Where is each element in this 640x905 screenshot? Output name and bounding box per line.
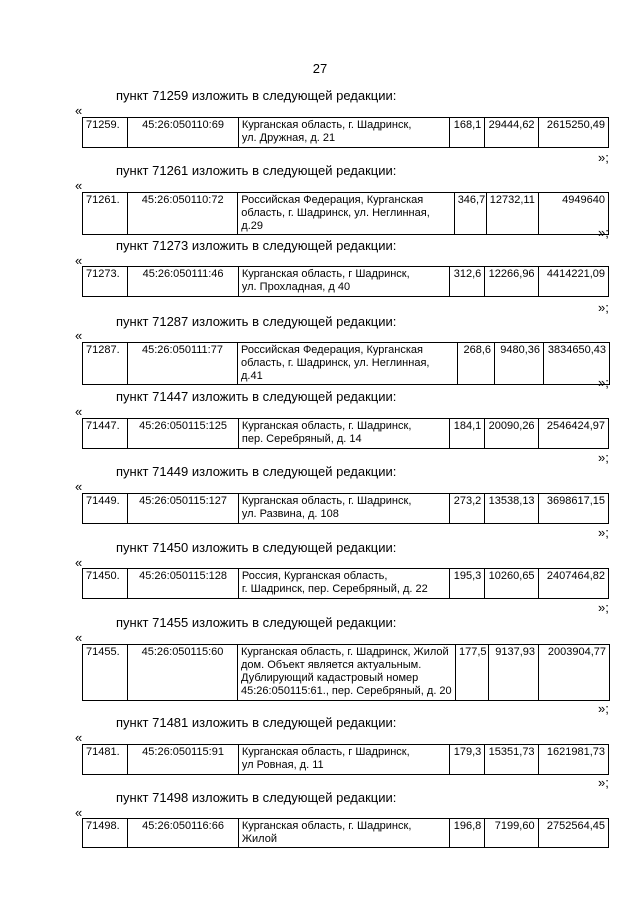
quote-open: « (75, 630, 83, 645)
record-table (82, 493, 609, 524)
area-value: 346,7 (454, 193, 486, 235)
address-line: Курганская область, г. Шадринск, (241, 495, 412, 507)
quote-close: »; (598, 701, 609, 716)
cadastral-number: 45:26:050115:125 (128, 419, 239, 449)
table-row (83, 494, 609, 524)
quote-close: »; (598, 600, 609, 615)
item-number: 71259. (83, 118, 128, 148)
record-table (82, 744, 609, 775)
unit-price: 12732,11 (486, 193, 538, 235)
quote-open: « (75, 103, 83, 118)
address (238, 819, 449, 848)
address-line: Курганская область, г. Шадринск, (241, 420, 412, 432)
entry-heading: пункт 71273 изложить в следующей редакции: (116, 238, 397, 253)
cadastral-number: 45:26:050116:66 (128, 819, 239, 848)
unit-price: 13538,13 (485, 494, 538, 524)
unit-price: 9137,93 (489, 645, 539, 701)
table-row (83, 819, 609, 848)
total-value: 4949640 (538, 193, 608, 235)
area-value: 312,6 (450, 267, 485, 297)
address (238, 494, 449, 524)
unit-price: 9480,36 (495, 343, 544, 385)
quote-open: « (75, 328, 83, 343)
table-row (83, 645, 610, 701)
address-line: область, г. Шадринск, ул. Неглинная, д.41 (241, 357, 430, 382)
address-line: Курганская область, г. Шадринск, Жилой (241, 646, 449, 658)
quote-open: « (75, 555, 83, 570)
unit-price: 29444,62 (485, 118, 538, 148)
quote-close: »; (598, 225, 609, 240)
entry-heading: пункт 71455 изложить в следующей редакции: (116, 615, 397, 630)
total-value: 3698617,15 (538, 494, 608, 524)
area-value: 273,2 (450, 494, 485, 524)
total-value: 2003904,77 (539, 645, 610, 701)
total-value: 3834650,43 (544, 343, 610, 385)
quote-open: « (75, 805, 83, 820)
record-table (82, 568, 609, 599)
entry-heading: пункт 71447 изложить в следующей редакции: (116, 389, 397, 404)
address-line: Российская Федерация, Курганская (241, 344, 423, 356)
area-value: 177,5 (456, 645, 489, 701)
address-line: Дублирующий кадастровый номер (241, 672, 419, 684)
page-number: 27 (312, 61, 328, 76)
address-line: Курганская область, г Шадринск, (241, 746, 410, 758)
quote-close: »; (598, 450, 609, 465)
address-line: Россия, Курганская область, (241, 570, 388, 582)
address-line: Курганская область, г Шадринск, (241, 268, 410, 280)
area-value: 168,1 (450, 118, 485, 148)
record-table (82, 342, 610, 385)
total-value: 2752564,45 (538, 819, 608, 848)
address-line: область, г. Шадринск, ул. Неглинная, д.29 (241, 207, 430, 232)
quote-open: « (75, 404, 83, 419)
record-table (82, 117, 609, 148)
unit-price: 15351,73 (485, 745, 538, 775)
record-table (82, 818, 609, 848)
table-row (83, 343, 610, 385)
cadastral-number: 45:26:050115:60 (128, 645, 238, 701)
table-row (83, 267, 609, 297)
total-value: 1621981,73 (538, 745, 608, 775)
unit-price: 20090,26 (485, 419, 538, 449)
unit-price: 10260,65 (485, 569, 538, 599)
address-line: ул. Развина, д. 108 (241, 508, 339, 520)
area-value: 196,8 (450, 819, 485, 848)
address-line: ул Ровная, д. 11 (241, 759, 324, 771)
entry-heading: пункт 71498 изложить в следующей редакции: (116, 790, 397, 805)
address-line: ул. Дружная, д. 21 (241, 132, 336, 144)
item-number: 71273. (83, 267, 128, 297)
item-number: 71287. (83, 343, 128, 385)
entry-heading: пункт 71287 изложить в следующей редакции: (116, 314, 397, 329)
quote-close: »; (598, 775, 609, 790)
address (238, 569, 449, 599)
address-line: 45:26:050115:61., пер. Серебряный, д. 20 (241, 685, 452, 697)
address-line: Курганская область, г. Шадринск, (241, 119, 412, 131)
cadastral-number: 45:26:050111:46 (128, 267, 239, 297)
item-number: 71449. (83, 494, 128, 524)
unit-price: 12266,96 (485, 267, 538, 297)
record-table (82, 266, 609, 297)
quote-open: « (75, 178, 83, 193)
total-value: 2546424,97 (538, 419, 608, 449)
total-value: 2615250,49 (538, 118, 608, 148)
cadastral-number: 45:26:050110:69 (128, 118, 239, 148)
quote-open: « (75, 479, 83, 494)
cadastral-number: 45:26:050115:127 (128, 494, 239, 524)
cadastral-number: 45:26:050115:91 (128, 745, 239, 775)
address (238, 118, 449, 148)
entry-heading: пункт 71259 изложить в следующей редакции: (116, 88, 397, 103)
cadastral-number: 45:26:050110:72 (128, 193, 238, 235)
area-value: 179,3 (450, 745, 485, 775)
address-line: г. Шадринск, пер. Серебряный, д. 22 (241, 583, 428, 595)
quote-open: « (75, 730, 83, 745)
quote-close: »; (598, 375, 609, 390)
area-value: 184,1 (450, 419, 485, 449)
record-table (82, 644, 610, 701)
cadastral-number: 45:26:050111:77 (128, 343, 238, 385)
address-line: пер. Серебряный, д. 14 (241, 433, 362, 445)
quote-close: »; (598, 300, 609, 315)
address (238, 267, 449, 297)
item-number: 71450. (83, 569, 128, 599)
quote-close: »; (598, 525, 609, 540)
quote-open: « (75, 253, 83, 268)
item-number: 71447. (83, 419, 128, 449)
address (238, 419, 449, 449)
total-value: 4414221,09 (538, 267, 608, 297)
address (238, 745, 449, 775)
entry-heading: пункт 71261 изложить в следующей редакции: (116, 163, 397, 178)
table-row (83, 118, 609, 148)
area-value: 268,6 (458, 343, 495, 385)
entry-heading: пункт 71481 изложить в следующей редакции: (116, 715, 397, 730)
item-number: 71481. (83, 745, 128, 775)
item-number: 71498. (83, 819, 128, 848)
table-row (83, 419, 609, 449)
total-value: 2407464,82 (538, 569, 608, 599)
table-row (83, 745, 609, 775)
address (238, 193, 454, 235)
item-number: 71261. (83, 193, 128, 235)
entry-heading: пункт 71450 изложить в следующей редакции: (116, 540, 397, 555)
address-line: Курганская область, г. Шадринск, Жилой (241, 820, 412, 845)
record-table (82, 418, 609, 449)
entry-heading: пункт 71449 изложить в следующей редакции: (116, 464, 397, 479)
item-number: 71455. (83, 645, 128, 701)
quote-close: »; (598, 150, 609, 165)
table-row (83, 569, 609, 599)
unit-price: 7199,60 (485, 819, 538, 848)
area-value: 195,3 (450, 569, 485, 599)
cadastral-number: 45:26:050115:128 (128, 569, 239, 599)
address-line: дом. Объект является актуальным. (241, 659, 422, 671)
record-table (82, 192, 609, 235)
table-row (83, 193, 609, 235)
address (238, 343, 458, 385)
address (238, 645, 456, 701)
address-line: Российская Федерация, Курганская (241, 194, 424, 206)
address-line: ул. Прохладная, д 40 (241, 281, 351, 293)
